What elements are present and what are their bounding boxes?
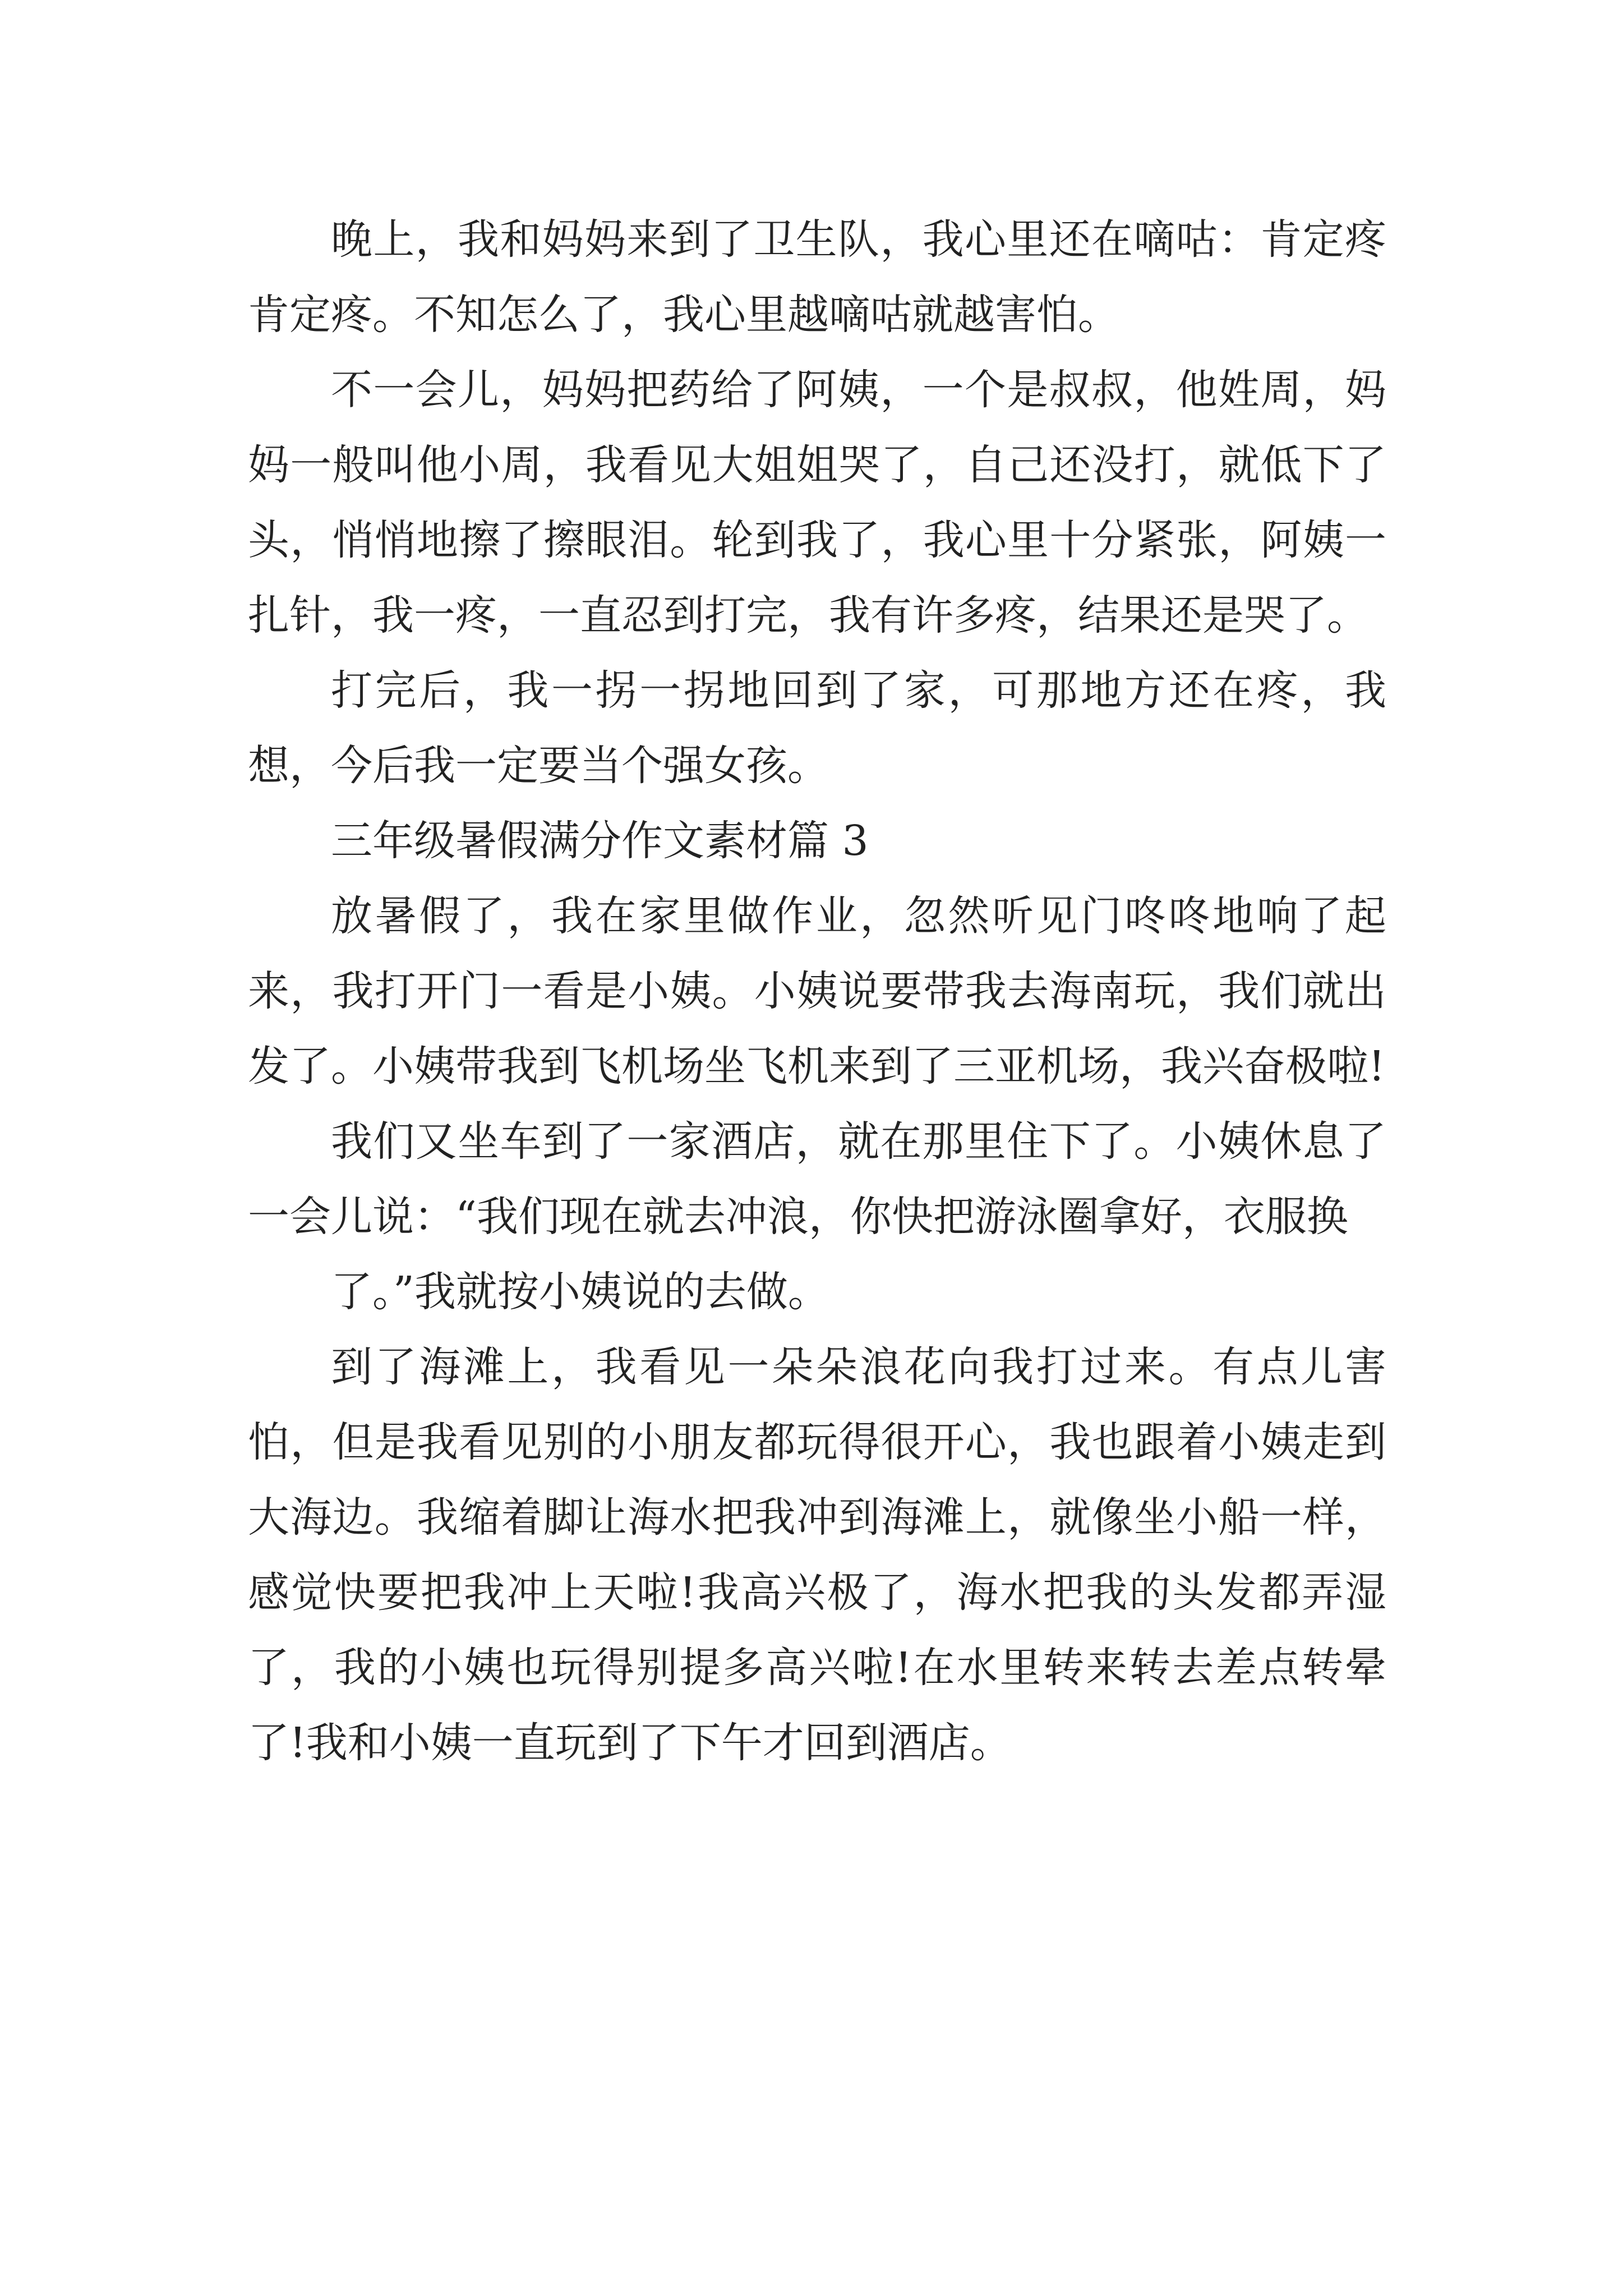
paragraph-injection: 不一会儿，妈妈把药给了阿姨，一个是叔叔，他姓周，妈妈一般叫他小周，我看见大姐姐哭了，自己还没打，就低下了头，悄悄地擦了擦眼泪。轮到我了，我心里十分紧张，阿姨一扎针，我一疼，一直忍到打完，我有许多疼，结果还是哭了。	[248, 366, 1386, 639]
paragraph-evening-clinic: 晚上，我和妈妈来到了卫生队，我心里还在嘀咕：肯定疼肯定疼。不知怎么了，我心里越嘀咕就越害怕。	[248, 215, 1386, 339]
paragraph-summer-vacation: 放暑假了，我在家里做作业，忽然听见门咚咚地响了起来，我打开门一看是小姨。小姨说要带我去海南玩，我们就出发了。小姨带我到飞机场坐飞机来到了三亚机场，我兴奋极啦!	[248, 892, 1386, 1091]
document-body	[248, 202, 1386, 1780]
paragraph-hotel: 我们又坐车到了一家酒店，就在那里住下了。小姨休息了一会儿说：“我们现在就去冲浪，你快把游泳圈拿好，衣服换	[248, 1117, 1386, 1241]
section-heading: 三年级暑假满分作文素材篇 3	[331, 817, 869, 865]
paragraph-beach: 到了海滩上，我看见一朵朵浪花向我打过来。有点儿害怕，但是我看见别的小朋友都玩得很开心，我也跟着小姨走到大海边。我缩着脚让海水把我冲到海滩上，就像坐小船一样，感觉快要把我冲上天啦!我高兴极了，海水把我的头发都弄湿了，我的小姨也玩得别提多高兴啦!在水里转来转去差点转晕了!我和小姨一直玩到了下午才回到酒店。	[248, 1343, 1386, 1767]
paragraph-follow-aunt: 了。”我就按小姨说的去做。	[331, 1268, 829, 1316]
paragraph-after-injection: 打完后，我一拐一拐地回到了家，可那地方还在疼，我想，今后我一定要当个强女孩。	[248, 666, 1386, 790]
